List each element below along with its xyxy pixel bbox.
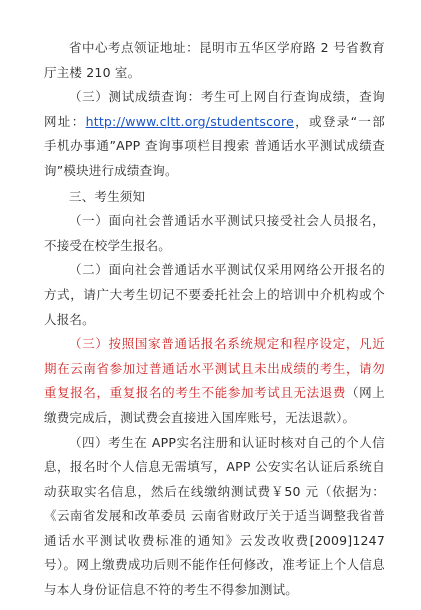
notice-item-2: （二）面向社会普通话水平测试仅采用网络公开报名的方式，请广大考生切记不要委托社会上的培训中介机构或个人报名。 <box>44 262 385 327</box>
score-query-text-prefix: （三）测试成绩查询：考生可上网自行查询成绩，查询网址： <box>44 89 385 129</box>
notice-item-3-warning: （三）按照国家普通话报名系统规定和程序设定，凡近期在云南省参加过普通话水平测试且未出成绩的考生，请勿重复报名，重复报名的考生不能参加考试且无法退费 <box>44 336 385 401</box>
exam-center-address-paragraph: 省中心考点领证地址：昆明市五华区学府路 2 号省教育厅主楼 210 室。 <box>44 40 385 80</box>
score-query-link[interactable]: http://www.cltt.org/studentscore <box>85 113 294 129</box>
notice-item-3-note: （网上缴费完成后，测试费会直接进入国库账号，无法退款）。 <box>44 385 385 425</box>
score-query-text-suffix: ，或登录“一部手机办事通”APP 查询事项栏目搜索 普通话水平测试成绩查询”模块进行成绩查询。 <box>44 113 385 178</box>
notice-item-4: （四）考生在 APP实名注册和认证时核对自己的个人信息，报名时个人信息无需填写，APP 公安实名认证后系统自动获取实名信息，然后在线缴纳测试费￥50 元（依据为：《云南省发展和改革委员 云南省财政厅关于适当调整我省普通话水平测试收费标准的通知》云发改收费[2009]1247 号）。网上缴费成功后则不能作任何修改，准考证上个人信息与本人身份证信息不符的考生不得参加测试。 <box>44 434 385 598</box>
notice-item-1: （一）面向社会普通话水平测试只接受社会人员报名，不接受在校学生报名。 <box>44 213 385 253</box>
notice-item-3 <box>44 332 385 430</box>
score-query-paragraph <box>44 85 385 183</box>
section-heading-candidate-notice: 三、考生须知 <box>69 188 146 204</box>
